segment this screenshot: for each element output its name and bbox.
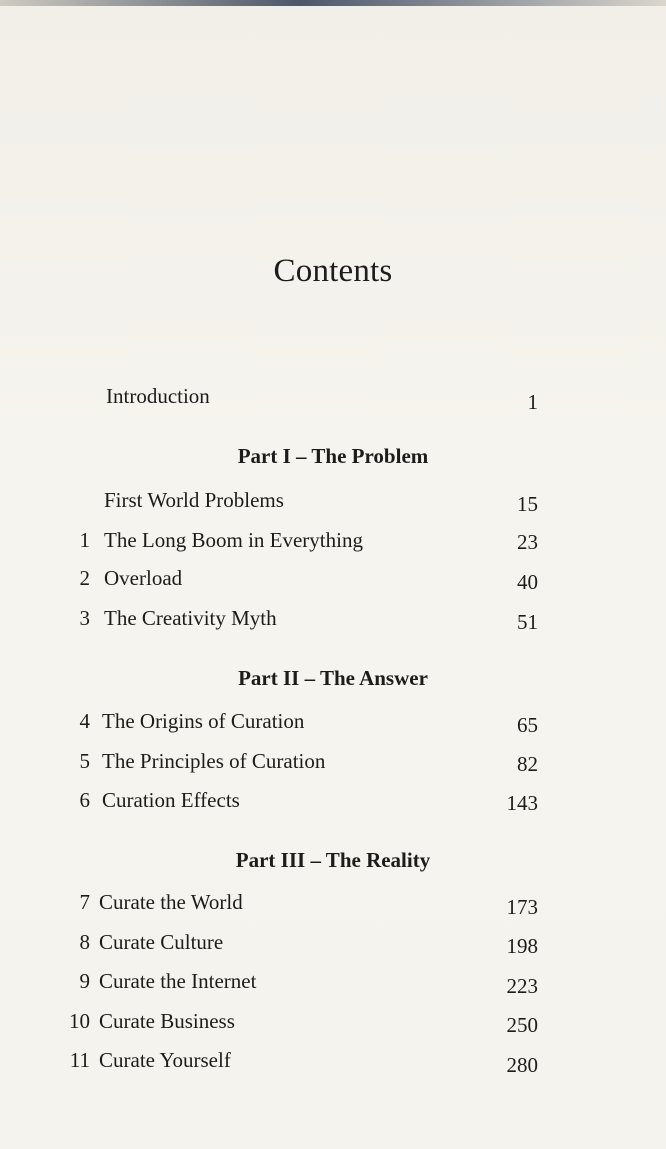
toc-entry-page: 51 bbox=[517, 610, 538, 634]
toc-entry-page: 15 bbox=[517, 492, 538, 516]
toc-entry-number: 3 bbox=[79, 606, 90, 630]
toc-entry-label: Curate Yourself bbox=[99, 1048, 231, 1072]
toc-entry-label: The Long Boom in Everything bbox=[104, 528, 363, 552]
toc-entry bbox=[0, 485, 666, 515]
toc-entry-label: The Principles of Curation bbox=[102, 749, 326, 773]
toc-entry-label: Curate the World bbox=[99, 890, 243, 914]
toc-entry-label: Curate the Internet bbox=[99, 969, 257, 993]
toc-entry-label: First World Problems bbox=[104, 488, 284, 512]
toc-entry-page: 1 bbox=[527, 390, 538, 414]
toc-entry bbox=[0, 1006, 666, 1036]
toc-entry bbox=[0, 785, 666, 815]
toc-entry-number: 10 bbox=[69, 1009, 90, 1033]
toc-entry-page: 173 bbox=[506, 895, 538, 919]
toc-entry-label: Curation Effects bbox=[102, 788, 240, 812]
page-title: Contents bbox=[273, 253, 393, 289]
toc-entry-page: 23 bbox=[517, 530, 538, 554]
toc-entry-introduction bbox=[0, 381, 666, 414]
toc-entry-label: Curate Culture bbox=[99, 930, 224, 954]
toc-entry-page: 280 bbox=[506, 1053, 538, 1077]
part-heading: Part II – The Answer bbox=[238, 666, 428, 690]
toc-entry-page: 198 bbox=[506, 934, 538, 958]
toc-entry-label: The Creativity Myth bbox=[104, 606, 277, 630]
toc-entry-number: 2 bbox=[79, 566, 90, 590]
toc-entry-number: 9 bbox=[79, 969, 90, 993]
toc-entry bbox=[0, 887, 666, 917]
toc-entry-page: 143 bbox=[506, 791, 538, 815]
toc-entry-page: 250 bbox=[506, 1013, 538, 1037]
toc-entry bbox=[0, 1045, 666, 1075]
toc-entry-label: Introduction bbox=[106, 384, 210, 408]
toc-entry bbox=[0, 966, 666, 996]
toc-entry-number: 6 bbox=[79, 788, 90, 812]
toc-entry bbox=[0, 927, 666, 957]
toc-entry-label: Curate Business bbox=[99, 1009, 235, 1033]
toc-entry-number: 1 bbox=[79, 528, 90, 552]
toc-entry-number: 4 bbox=[79, 709, 90, 733]
toc-entry-label: Overload bbox=[104, 566, 183, 590]
toc-entry bbox=[0, 746, 666, 776]
toc-entry-label: The Origins of Curation bbox=[102, 709, 305, 733]
toc-entry-number: 11 bbox=[69, 1048, 90, 1072]
part-heading: Part I – The Problem bbox=[237, 444, 429, 468]
toc-entry bbox=[0, 603, 666, 633]
page-top-edge bbox=[0, 0, 666, 6]
part-heading: Part III – The Reality bbox=[235, 848, 431, 872]
toc-entry-page: 40 bbox=[517, 570, 538, 594]
toc-entry-page: 65 bbox=[517, 713, 538, 737]
toc-entry-page: 223 bbox=[506, 974, 538, 998]
toc-entry-number: 8 bbox=[79, 930, 90, 954]
toc-entry-number: 7 bbox=[79, 890, 90, 914]
toc-entry bbox=[0, 563, 666, 593]
toc-entry bbox=[0, 706, 666, 736]
toc-entry-number: 5 bbox=[79, 749, 90, 773]
toc-entry-page: 82 bbox=[517, 752, 538, 776]
toc-entry bbox=[0, 525, 666, 555]
